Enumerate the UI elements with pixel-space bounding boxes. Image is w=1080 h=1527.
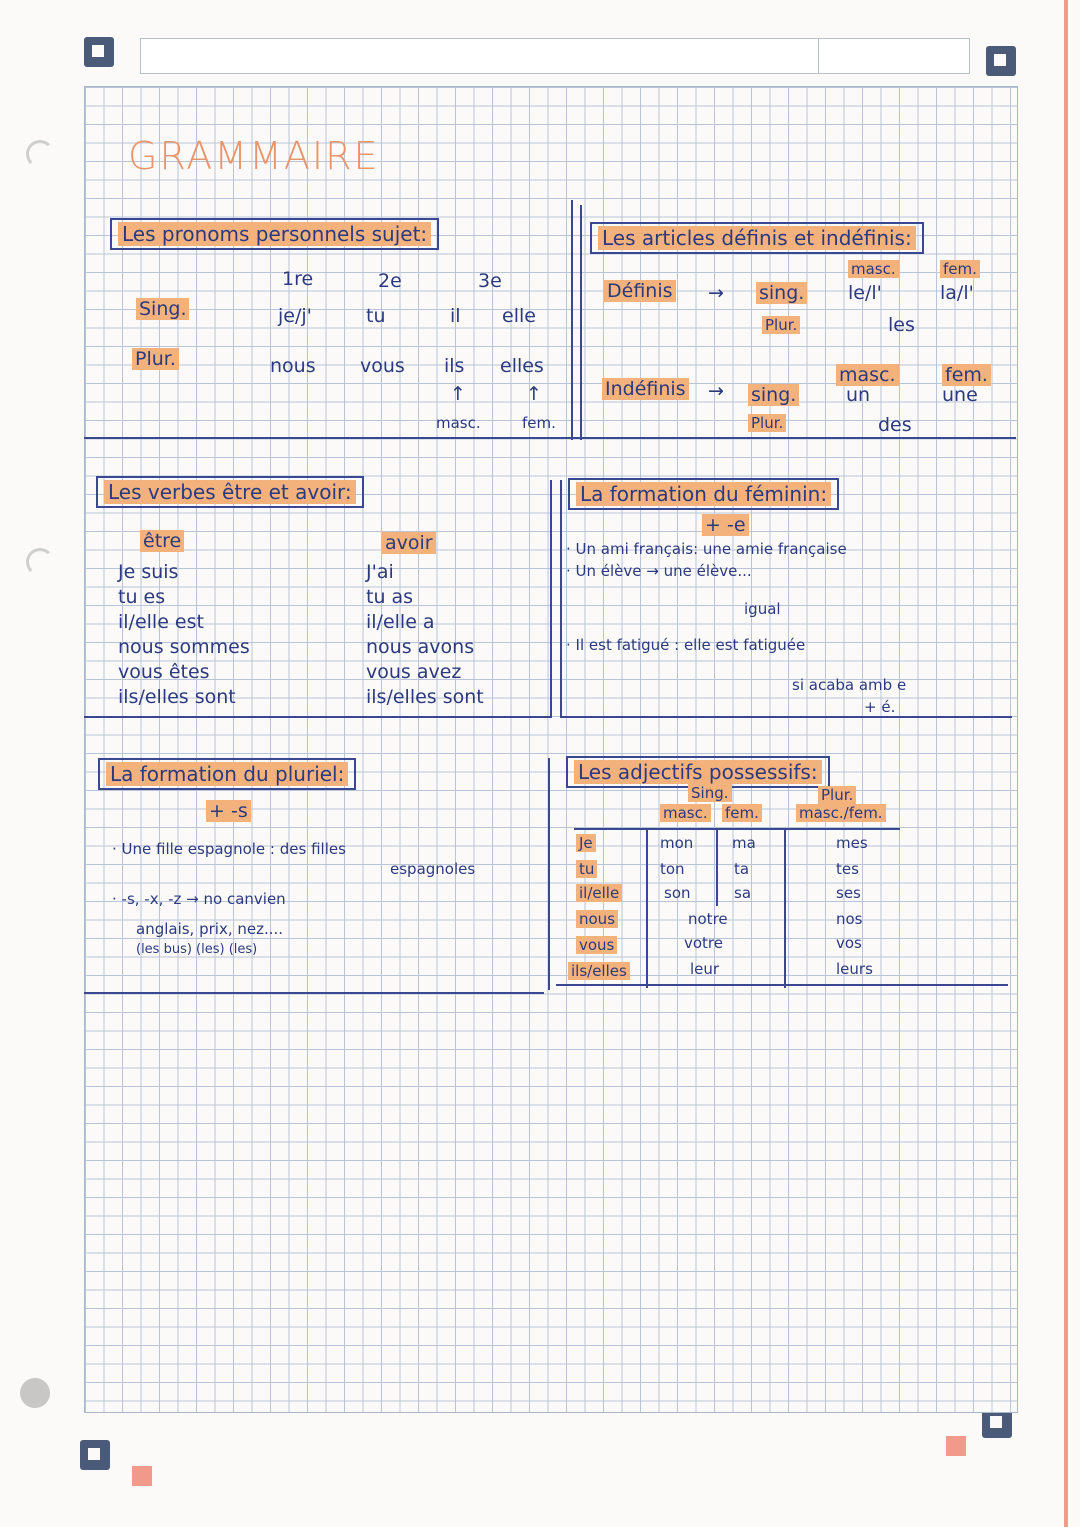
table-column-line [716, 828, 718, 906]
possessifs-fem-header: fem. [722, 804, 762, 822]
pronoms-fem-note: fem. [522, 414, 556, 432]
pronoms-col-2: 2e [378, 270, 402, 292]
verbes-avoir-form: J'ai [366, 561, 394, 583]
pronoms-sing-2: tu [366, 305, 386, 327]
possessifs-heading: Les adjectifs possessifs: [566, 756, 830, 788]
arrow-up-icon: ↑ [450, 383, 466, 405]
pronoms-plur-3b: elles [500, 355, 544, 377]
possessifs-fem: sa [734, 884, 752, 902]
arrow-up-icon: ↑ [526, 383, 542, 405]
articles-fem-header: fem. [940, 260, 980, 278]
articles-masc-header: masc. [848, 260, 899, 278]
articles-indefinis: Indéfinis [602, 378, 689, 400]
corner-mark-bottom-left-icon [80, 1440, 110, 1470]
divider [84, 716, 552, 718]
articles-ind-sing: sing. [748, 384, 799, 406]
page-title: GRAMMAIRE [128, 134, 380, 178]
pronoms-plur-3a: ils [444, 355, 465, 377]
verbes-etre-form: ils/elles sont [118, 686, 236, 708]
divider [560, 480, 562, 718]
possessifs-masc: notre [688, 910, 728, 928]
articles-def-fem: la/l' [940, 282, 974, 304]
divider [550, 480, 552, 718]
possessifs-person: vous [576, 936, 617, 954]
pronoms-sing-1: je/j' [278, 305, 312, 327]
articles-ind-fem: une [942, 384, 978, 406]
pluriel-example-1b: espagnoles [390, 860, 476, 878]
verbes-avoir-form: il/elle a [366, 611, 435, 633]
verbes-avoir-form: nous avons [366, 636, 475, 658]
articles-def-masc: le/l' [848, 282, 882, 304]
pronoms-col-1: 1re [282, 268, 314, 290]
pluriel-example-3-notes: (les bus) (les) (les) [136, 942, 258, 957]
possessifs-person: ils/elles [568, 962, 630, 980]
ring-mark-icon [26, 548, 54, 576]
possessifs-plur-header: Plur. [818, 786, 856, 804]
possessifs-plur: mes [836, 834, 868, 852]
pluriel-example-1: · Une fille espagnole : des filles [112, 840, 346, 858]
pronoms-heading: Les pronoms personnels sujet: [110, 218, 439, 250]
header-cell [818, 39, 969, 73]
possessifs-masc-header: masc. [660, 804, 711, 822]
pronoms-sing-label: Sing. [136, 298, 189, 320]
arrow-right-icon: → [708, 282, 724, 304]
possessifs-masc: leur [690, 960, 720, 978]
possessifs-fem: ma [732, 834, 756, 852]
verbes-etre-form: il/elle est [118, 611, 204, 633]
feminin-note-2: + é. [864, 698, 896, 716]
divider [571, 200, 573, 440]
corner-mark-top-left-icon [84, 37, 114, 67]
articles-def-sing: sing. [756, 282, 807, 304]
corner-mark-top-right-icon [986, 46, 1016, 76]
pronoms-plur-2: vous [360, 355, 405, 377]
verbes-avoir-label: avoir [382, 532, 436, 554]
divider [556, 984, 1008, 986]
corner-swatch [946, 1436, 966, 1456]
possessifs-plur: tes [836, 860, 859, 878]
pronoms-plur-label: Plur. [132, 348, 179, 370]
pronoms-plur-1: nous [270, 355, 316, 377]
verbes-etre-list [118, 560, 250, 710]
header-box [140, 38, 970, 74]
feminin-note: si acaba amb e [792, 676, 907, 694]
possessifs-person: Je [576, 834, 596, 852]
feminin-egal-note: igual [744, 600, 781, 618]
possessifs-fem: ta [734, 860, 750, 878]
pluriel-rule: + -s [206, 800, 251, 822]
feminin-example-3: · Il est fatigué : elle est fatiguée [566, 636, 806, 654]
feminin-example-1: · Un ami français: une amie française [566, 540, 847, 558]
table-column-line [646, 828, 648, 988]
articles-ind-plur: des [878, 414, 912, 436]
possessifs-sing-header: Sing. [688, 784, 732, 802]
feminin-heading: La formation du féminin: [568, 478, 839, 510]
articles-ind-masc: un [846, 384, 871, 406]
pluriel-example-2: · -s, -x, -z → no canvien [112, 890, 286, 908]
possessifs-plur: ses [836, 884, 861, 902]
divider [84, 437, 1016, 439]
corner-swatch [132, 1466, 152, 1486]
possessifs-masc: son [664, 884, 691, 902]
table-header-line [574, 828, 900, 830]
articles-definis: Définis [604, 280, 676, 302]
articles-ind-fem-label: fem. [942, 364, 991, 386]
verbes-etre-label: être [140, 530, 184, 552]
arrow-right-icon: → [708, 380, 724, 402]
table-column-line [784, 828, 786, 988]
pluriel-heading: La formation du pluriel: [98, 758, 356, 790]
feminin-example-2: · Un élève → une élève... [566, 562, 752, 580]
articles-ind-plur-label: Plur. [748, 414, 786, 432]
possessifs-plur-sub: masc./fem. [796, 804, 886, 822]
pronoms-masc-note: masc. [436, 414, 481, 432]
articles-heading: Les articles définis et indéfinis: [590, 222, 924, 254]
pronoms-col-3: 3e [478, 270, 502, 292]
verbes-avoir-list [366, 560, 484, 710]
divider [548, 758, 550, 990]
punch-hole-icon [20, 1378, 50, 1408]
divider [580, 205, 582, 440]
feminin-rule: + -e [702, 514, 749, 536]
divider [84, 992, 544, 994]
verbes-avoir-form: tu as [366, 586, 414, 608]
verbes-avoir-form: vous avez [366, 661, 462, 683]
pronoms-sing-3a: il [450, 305, 461, 327]
ring-mark-icon [26, 140, 54, 168]
articles-def-plur: les [888, 314, 915, 336]
verbes-etre-form: vous êtes [118, 661, 210, 683]
possessifs-person: tu [576, 860, 597, 878]
verbes-avoir-form: ils/elles sont [366, 686, 484, 708]
possessifs-masc: ton [660, 860, 685, 878]
pronoms-sing-3b: elle [502, 305, 536, 327]
possessifs-masc: votre [684, 934, 724, 952]
possessifs-person: nous [576, 910, 618, 928]
possessifs-masc: mon [660, 834, 694, 852]
margin-line [1064, 0, 1068, 1527]
articles-ind-masc-label: masc. [836, 364, 899, 386]
verbes-etre-form: nous sommes [118, 636, 250, 658]
possessifs-plur: vos [836, 934, 862, 952]
articles-def-plur-label: Plur. [762, 316, 800, 334]
possessifs-plur: nos [836, 910, 863, 928]
verbes-heading: Les verbes être et avoir: [96, 476, 364, 508]
possessifs-person: il/elle [576, 884, 622, 902]
divider [560, 716, 1012, 718]
pluriel-example-3: anglais, prix, nez.... [136, 920, 284, 938]
verbes-etre-form: Je suis [118, 561, 179, 583]
verbes-etre-form: tu es [118, 586, 166, 608]
possessifs-plur: leurs [836, 960, 873, 978]
